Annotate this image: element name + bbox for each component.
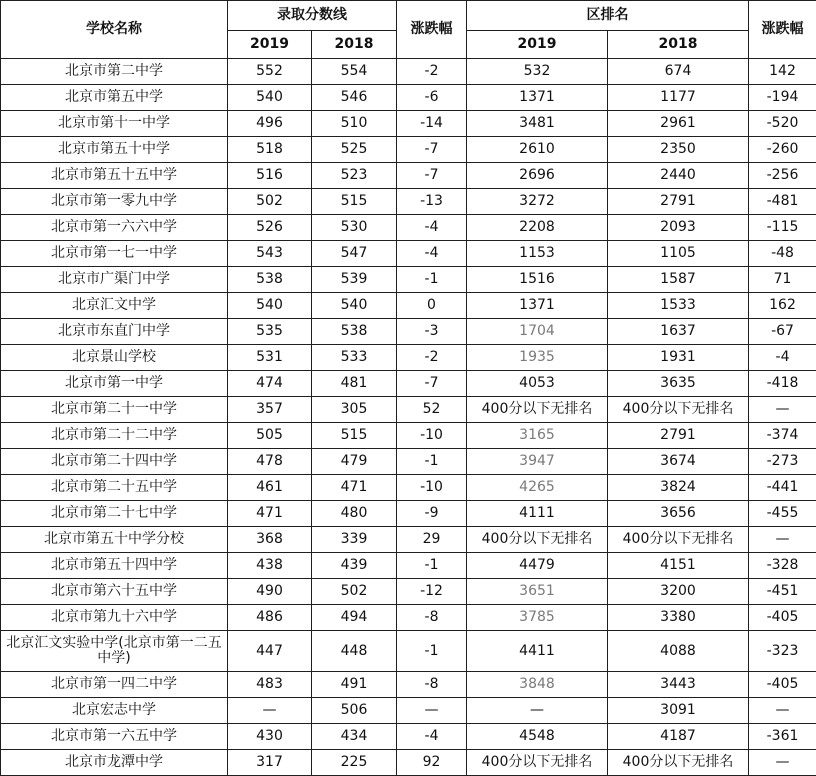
score-change-cell: -12 — [397, 579, 467, 605]
score-change-cell: -8 — [397, 605, 467, 631]
rank-2018-cell: 400分以下无排名 — [608, 750, 749, 776]
score-change-cell: 52 — [397, 397, 467, 423]
rank-change-cell: -4 — [749, 345, 816, 371]
score-2018-cell: 494 — [312, 605, 397, 631]
rank-2019-cell: 1371 — [467, 293, 608, 319]
school-name-cell: 北京景山学校 — [1, 345, 228, 371]
school-name-cell: 北京市龙潭中学 — [1, 750, 228, 776]
rank-2018-cell: 3824 — [608, 475, 749, 501]
score-2019-cell: 478 — [228, 449, 312, 475]
score-change-cell: -8 — [397, 672, 467, 698]
rank-2018-cell: 3443 — [608, 672, 749, 698]
school-name-cell: 北京市第五中学 — [1, 85, 228, 111]
score-change-header: 涨跌幅 — [397, 1, 467, 59]
school-name-cell: 北京市第五十中学分校 — [1, 527, 228, 553]
score-2019-cell: 526 — [228, 215, 312, 241]
rank-2018-cell: 2961 — [608, 111, 749, 137]
rank-2018-cell: 2440 — [608, 163, 749, 189]
rank-change-header: 涨跌幅 — [749, 1, 816, 59]
rank-2019-cell: 1153 — [467, 241, 608, 267]
school-name-cell: 北京市第一六五中学 — [1, 724, 228, 750]
table-row — [1, 475, 816, 501]
school-name-cell: 北京市第一七一中学 — [1, 241, 228, 267]
rank-2018-cell: 1533 — [608, 293, 749, 319]
school-name-cell: 北京市第一中学 — [1, 371, 228, 397]
rank-2019-cell: 4479 — [467, 553, 608, 579]
school-name-cell: 北京市第二中学 — [1, 59, 228, 85]
score-change-cell: -10 — [397, 475, 467, 501]
rank-2019-cell: 1704 — [467, 319, 608, 345]
rank-2019-cell: 2208 — [467, 215, 608, 241]
rank-change-cell: -256 — [749, 163, 816, 189]
rank-change-cell: -451 — [749, 579, 816, 605]
table-row — [1, 59, 816, 85]
rank-2019-cell: 1935 — [467, 345, 608, 371]
table-row — [1, 111, 816, 137]
rank-2018-cell: 4151 — [608, 553, 749, 579]
rank-2018-header: 2018 — [608, 31, 749, 59]
score-2018-cell: 538 — [312, 319, 397, 345]
score-2018-cell: 510 — [312, 111, 397, 137]
rank-2018-cell: 2791 — [608, 189, 749, 215]
score-change-cell: -1 — [397, 631, 467, 672]
score-change-cell: -14 — [397, 111, 467, 137]
score-2018-cell: 506 — [312, 698, 397, 724]
table-row — [1, 605, 816, 631]
score-change-cell: -7 — [397, 371, 467, 397]
rank-2018-cell: 1587 — [608, 267, 749, 293]
score-change-cell: -3 — [397, 319, 467, 345]
rank-2019-header: 2019 — [467, 31, 608, 59]
table-row — [1, 724, 816, 750]
score-2019-cell: 518 — [228, 137, 312, 163]
score-2018-cell: 448 — [312, 631, 397, 672]
table-row — [1, 397, 816, 423]
table-row — [1, 241, 816, 267]
school-name-cell: 北京市第一零九中学 — [1, 189, 228, 215]
score-2019-cell: 516 — [228, 163, 312, 189]
score-change-cell: -9 — [397, 501, 467, 527]
school-name-cell: 北京市广渠门中学 — [1, 267, 228, 293]
score-2018-cell: 539 — [312, 267, 397, 293]
table-row — [1, 189, 816, 215]
score-change-cell: 0 — [397, 293, 467, 319]
rank-2019-cell: 3651 — [467, 579, 608, 605]
rank-2018-cell: 3656 — [608, 501, 749, 527]
table-row — [1, 527, 816, 553]
rank-2018-cell: 1105 — [608, 241, 749, 267]
score-2018-cell: 491 — [312, 672, 397, 698]
table-row — [1, 672, 816, 698]
score-2018-cell: 546 — [312, 85, 397, 111]
rank-change-cell: — — [749, 397, 816, 423]
rank-change-cell: -194 — [749, 85, 816, 111]
score-2018-cell: 225 — [312, 750, 397, 776]
score-change-cell: -10 — [397, 423, 467, 449]
rank-2018-cell: 2350 — [608, 137, 749, 163]
table-row — [1, 267, 816, 293]
rank-change-cell: -361 — [749, 724, 816, 750]
rank-2019-cell: 2610 — [467, 137, 608, 163]
rank-2018-cell: 3380 — [608, 605, 749, 631]
table-row — [1, 631, 816, 672]
score-change-cell: -13 — [397, 189, 467, 215]
rank-2019-cell: 532 — [467, 59, 608, 85]
score-2019-cell: — — [228, 698, 312, 724]
table-row — [1, 215, 816, 241]
rank-2019-cell: 3481 — [467, 111, 608, 137]
score-2019-cell: 531 — [228, 345, 312, 371]
rank-2019-cell: 1516 — [467, 267, 608, 293]
rank-2018-cell: 4088 — [608, 631, 749, 672]
score-2019-header: 2019 — [228, 31, 312, 59]
table-row — [1, 319, 816, 345]
score-change-cell: -2 — [397, 345, 467, 371]
score-2018-cell: 533 — [312, 345, 397, 371]
rank-change-cell: 71 — [749, 267, 816, 293]
table-row — [1, 423, 816, 449]
rank-change-cell: — — [749, 750, 816, 776]
table-row — [1, 698, 816, 724]
score-2018-cell: 540 — [312, 293, 397, 319]
rank-2019-cell: 3272 — [467, 189, 608, 215]
score-change-cell: — — [397, 698, 467, 724]
score-2018-cell: 530 — [312, 215, 397, 241]
rank-2019-cell: 4411 — [467, 631, 608, 672]
rank-2018-cell: 3200 — [608, 579, 749, 605]
rank-2019-cell: 1371 — [467, 85, 608, 111]
rank-change-cell: -418 — [749, 371, 816, 397]
rank-change-cell: -441 — [749, 475, 816, 501]
rank-2018-cell: 3674 — [608, 449, 749, 475]
rank-2018-cell: 4187 — [608, 724, 749, 750]
rank-change-cell: -405 — [749, 672, 816, 698]
rank-2019-cell: 2696 — [467, 163, 608, 189]
rank-2019-cell: 3848 — [467, 672, 608, 698]
score-2019-cell: 505 — [228, 423, 312, 449]
score-2019-cell: 543 — [228, 241, 312, 267]
school-name-cell: 北京市第一四二中学 — [1, 672, 228, 698]
school-name-cell: 北京市第六十五中学 — [1, 579, 228, 605]
score-2019-cell: 490 — [228, 579, 312, 605]
score-2019-cell: 357 — [228, 397, 312, 423]
table-row — [1, 750, 816, 776]
rank-2019-cell: 400分以下无排名 — [467, 397, 608, 423]
rank-change-cell: -323 — [749, 631, 816, 672]
score-2018-cell: 554 — [312, 59, 397, 85]
school-name-cell: 北京市第一六六中学 — [1, 215, 228, 241]
rank-2018-cell: 1637 — [608, 319, 749, 345]
district-rank-header: 区排名 — [467, 1, 749, 31]
table-row — [1, 163, 816, 189]
rank-2019-cell: 4265 — [467, 475, 608, 501]
score-2018-cell: 523 — [312, 163, 397, 189]
score-2018-cell: 515 — [312, 189, 397, 215]
score-change-cell: -2 — [397, 59, 467, 85]
score-change-cell: -1 — [397, 553, 467, 579]
school-name-cell: 北京市第二十二中学 — [1, 423, 228, 449]
rank-change-cell: — — [749, 527, 816, 553]
rank-2018-cell: 3091 — [608, 698, 749, 724]
rank-2018-cell: 2791 — [608, 423, 749, 449]
rank-2019-cell: 3785 — [467, 605, 608, 631]
score-change-cell: -1 — [397, 449, 467, 475]
table-row — [1, 137, 816, 163]
score-change-cell: -7 — [397, 137, 467, 163]
score-2019-cell: 538 — [228, 267, 312, 293]
rank-change-cell: -48 — [749, 241, 816, 267]
rank-change-cell: -405 — [749, 605, 816, 631]
school-name-cell: 北京市第九十六中学 — [1, 605, 228, 631]
rank-2019-cell: 400分以下无排名 — [467, 527, 608, 553]
table-header — [1, 1, 816, 59]
score-2018-cell: 515 — [312, 423, 397, 449]
score-2019-cell: 317 — [228, 750, 312, 776]
score-change-cell: -7 — [397, 163, 467, 189]
rank-change-cell: -260 — [749, 137, 816, 163]
score-2018-header: 2018 — [312, 31, 397, 59]
score-change-cell: -4 — [397, 215, 467, 241]
score-change-cell: 29 — [397, 527, 467, 553]
rank-2019-cell: 3165 — [467, 423, 608, 449]
score-2018-cell: 481 — [312, 371, 397, 397]
score-change-cell: -6 — [397, 85, 467, 111]
score-2019-cell: 502 — [228, 189, 312, 215]
rank-change-cell: -273 — [749, 449, 816, 475]
score-2018-cell: 305 — [312, 397, 397, 423]
table-row — [1, 371, 816, 397]
score-2019-cell: 471 — [228, 501, 312, 527]
school-name-cell: 北京汇文实验中学(北京市第一二五中学) — [1, 631, 228, 672]
score-2018-cell: 479 — [312, 449, 397, 475]
score-2018-cell: 502 — [312, 579, 397, 605]
school-name-cell: 北京市第二十一中学 — [1, 397, 228, 423]
rank-2018-cell: 400分以下无排名 — [608, 527, 749, 553]
table-row — [1, 553, 816, 579]
score-change-cell: 92 — [397, 750, 467, 776]
score-2019-cell: 496 — [228, 111, 312, 137]
rank-2018-cell: 400分以下无排名 — [608, 397, 749, 423]
rank-change-cell: -115 — [749, 215, 816, 241]
rank-change-cell: 142 — [749, 59, 816, 85]
school-name-header: 学校名称 — [1, 1, 228, 59]
table-row — [1, 293, 816, 319]
rank-2019-cell: 400分以下无排名 — [467, 750, 608, 776]
table-row — [1, 85, 816, 111]
rank-2018-cell: 674 — [608, 59, 749, 85]
score-2019-cell: 438 — [228, 553, 312, 579]
school-name-cell: 北京汇文中学 — [1, 293, 228, 319]
score-2018-cell: 339 — [312, 527, 397, 553]
score-2019-cell: 483 — [228, 672, 312, 698]
school-name-cell: 北京市第五十五中学 — [1, 163, 228, 189]
school-name-cell: 北京市东直门中学 — [1, 319, 228, 345]
table-row — [1, 345, 816, 371]
score-2019-cell: 447 — [228, 631, 312, 672]
score-2019-cell: 461 — [228, 475, 312, 501]
rank-2019-cell: 4111 — [467, 501, 608, 527]
rank-change-cell: -328 — [749, 553, 816, 579]
score-2018-cell: 439 — [312, 553, 397, 579]
score-2018-cell: 434 — [312, 724, 397, 750]
score-2019-cell: 535 — [228, 319, 312, 345]
rank-2019-cell: 4548 — [467, 724, 608, 750]
school-name-cell: 北京市第五十中学 — [1, 137, 228, 163]
score-2019-cell: 540 — [228, 85, 312, 111]
rank-change-cell: -520 — [749, 111, 816, 137]
score-2018-cell: 471 — [312, 475, 397, 501]
school-name-cell: 北京市第二十七中学 — [1, 501, 228, 527]
table-row — [1, 501, 816, 527]
rank-2019-cell: 4053 — [467, 371, 608, 397]
score-2019-cell: 430 — [228, 724, 312, 750]
rank-2018-cell: 1931 — [608, 345, 749, 371]
school-name-cell: 北京宏志中学 — [1, 698, 228, 724]
table-body — [1, 59, 816, 776]
school-name-cell: 北京市第二十四中学 — [1, 449, 228, 475]
rank-2018-cell: 2093 — [608, 215, 749, 241]
rank-2019-cell: — — [467, 698, 608, 724]
rank-change-cell: -481 — [749, 189, 816, 215]
school-name-cell: 北京市第五十四中学 — [1, 553, 228, 579]
score-2018-cell: 480 — [312, 501, 397, 527]
rank-2018-cell: 3635 — [608, 371, 749, 397]
score-2019-cell: 552 — [228, 59, 312, 85]
score-2019-cell: 368 — [228, 527, 312, 553]
score-2018-cell: 525 — [312, 137, 397, 163]
school-name-cell: 北京市第二十五中学 — [1, 475, 228, 501]
score-2018-cell: 547 — [312, 241, 397, 267]
rank-change-cell: -374 — [749, 423, 816, 449]
rank-change-cell: -455 — [749, 501, 816, 527]
table-row — [1, 449, 816, 475]
rank-2018-cell: 1177 — [608, 85, 749, 111]
school-name-cell: 北京市第十一中学 — [1, 111, 228, 137]
score-change-cell: -4 — [397, 241, 467, 267]
score-change-cell: -1 — [397, 267, 467, 293]
rank-change-cell: — — [749, 698, 816, 724]
score-2019-cell: 540 — [228, 293, 312, 319]
rank-change-cell: 162 — [749, 293, 816, 319]
score-2019-cell: 486 — [228, 605, 312, 631]
score-change-cell: -4 — [397, 724, 467, 750]
score-2019-cell: 474 — [228, 371, 312, 397]
rank-change-cell: -67 — [749, 319, 816, 345]
rank-2019-cell: 3947 — [467, 449, 608, 475]
score-line-header: 录取分数线 — [228, 1, 397, 31]
table-row — [1, 579, 816, 605]
